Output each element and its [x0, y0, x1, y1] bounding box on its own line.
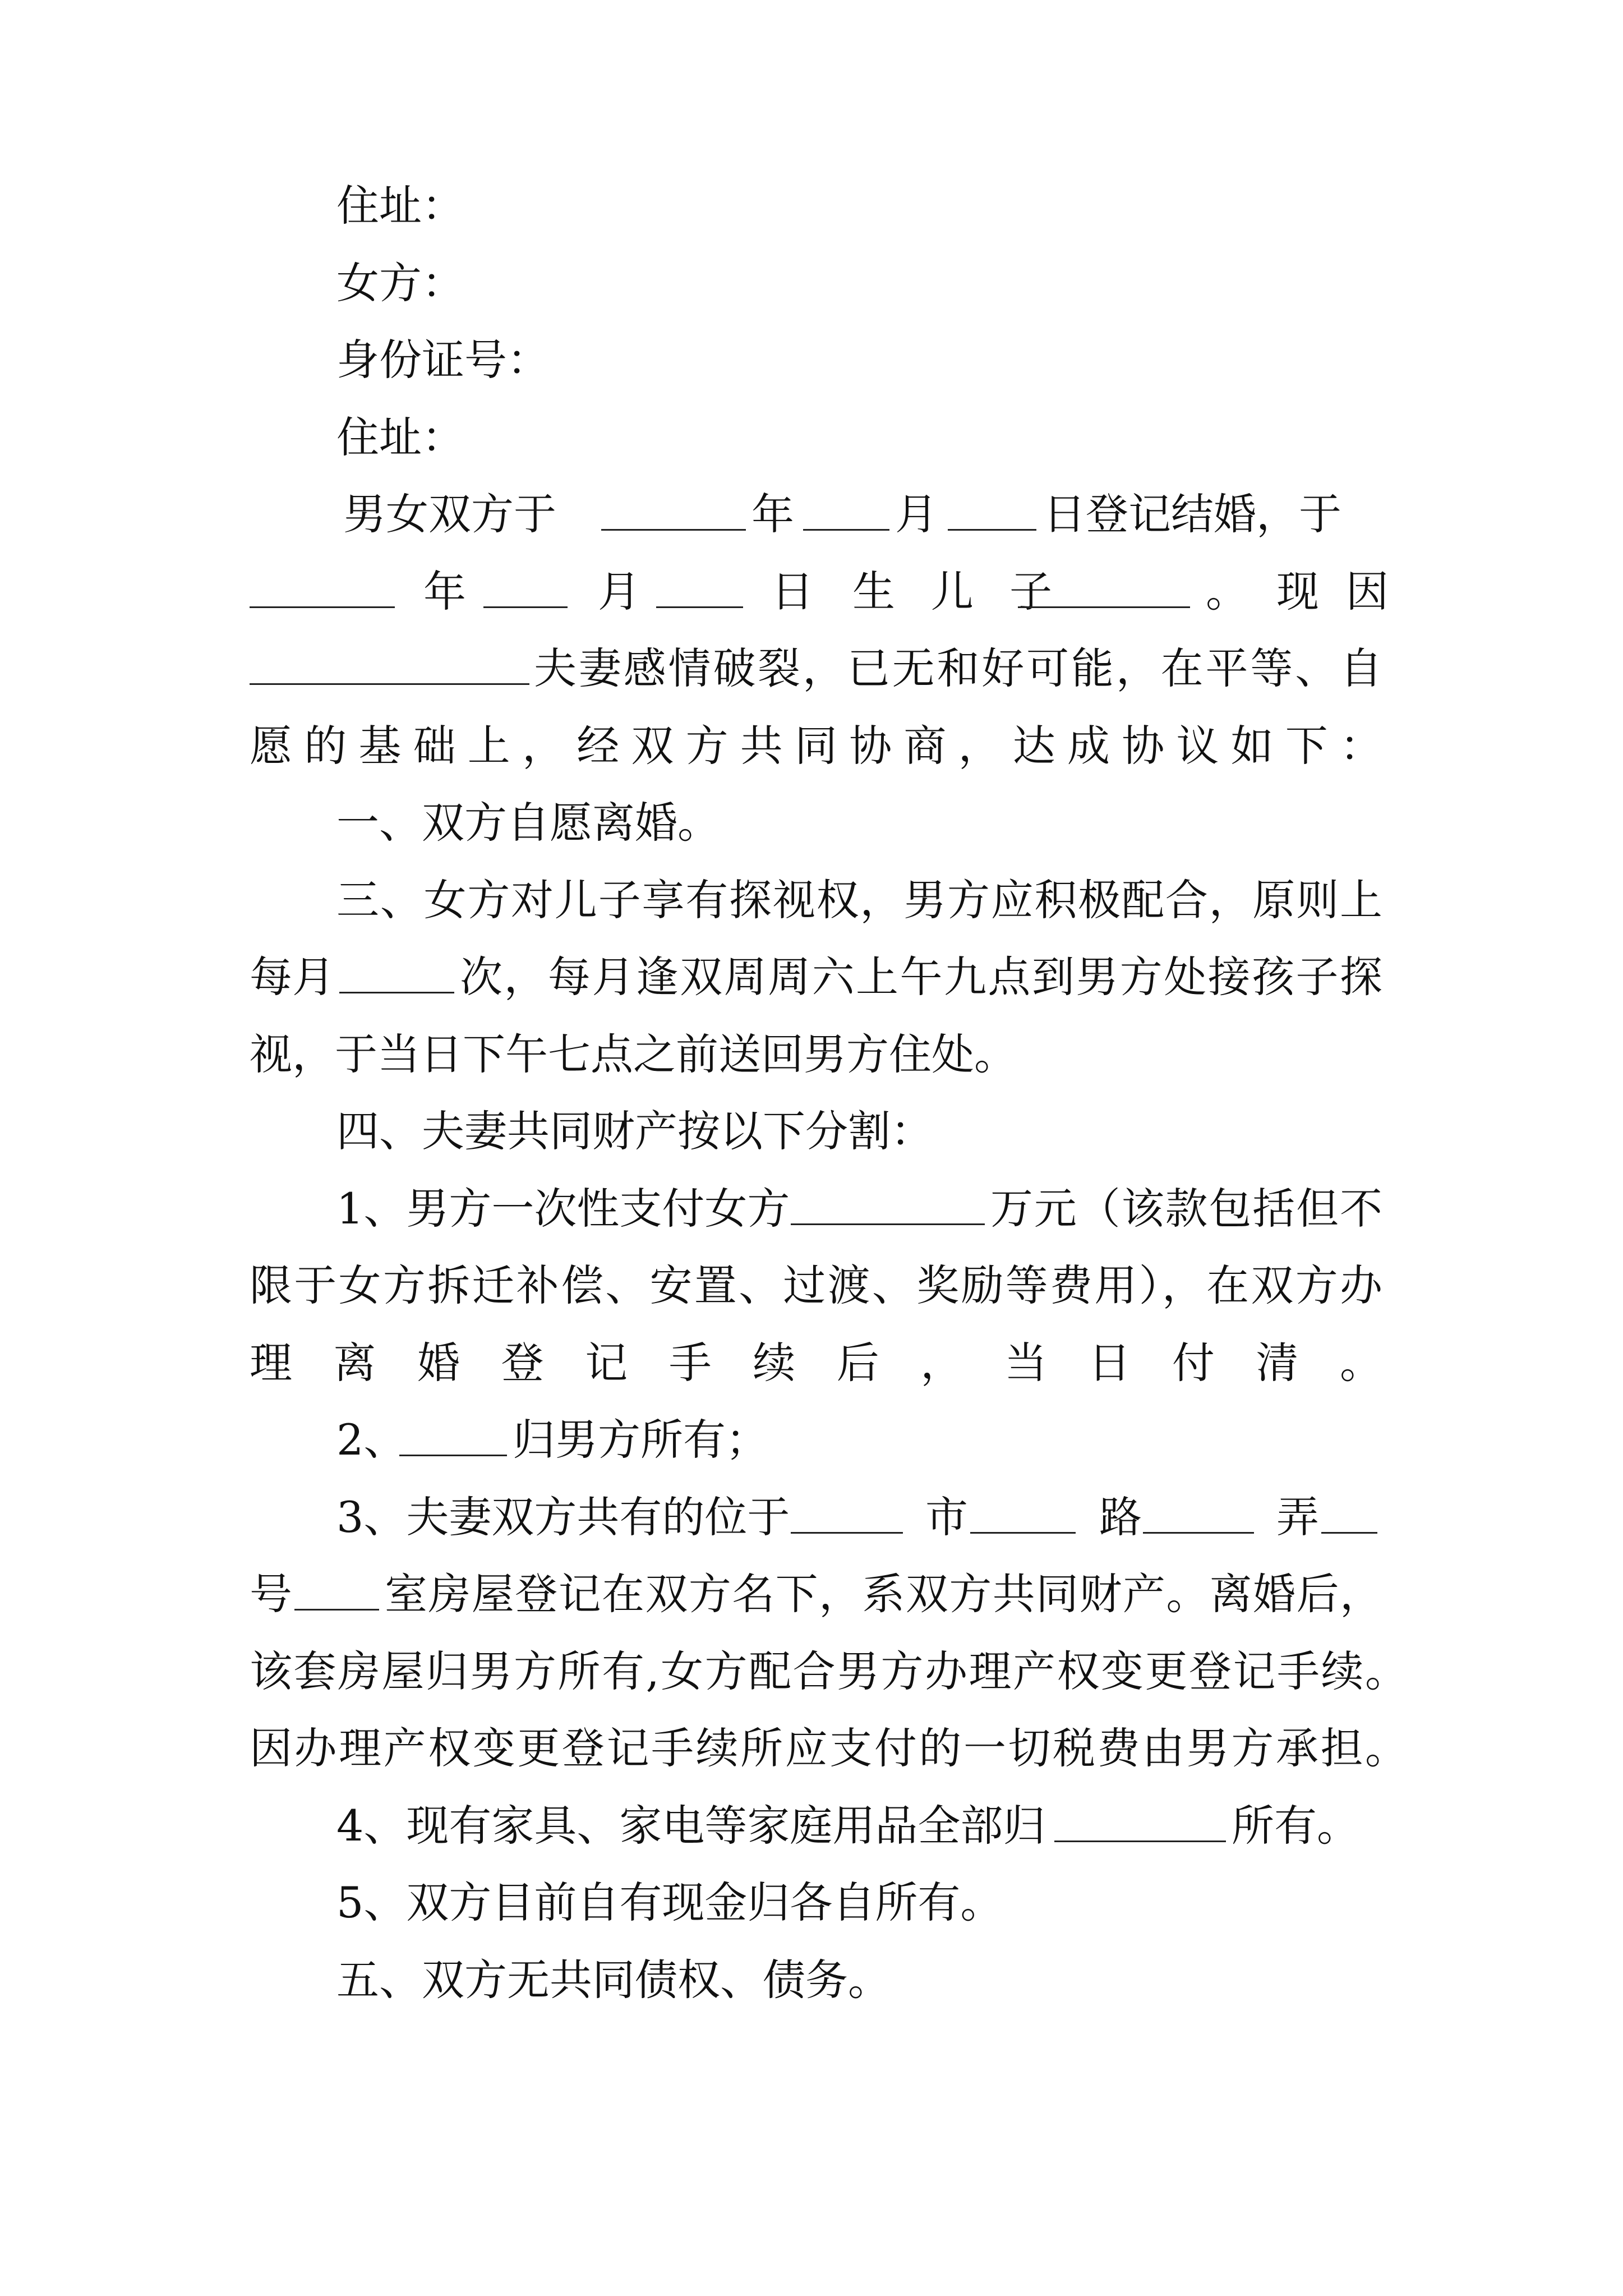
text-line [0, 1561, 1623, 1628]
blank-underline [970, 1532, 1076, 1534]
line-text: 月 [895, 489, 938, 539]
text-line [0, 1406, 1623, 1474]
line-text: 4、现有家具、家电等家庭用品全部归 [336, 1800, 1046, 1851]
blank-underline [948, 529, 1036, 531]
text-line [0, 1329, 1623, 1397]
line-text: 2、 [336, 1415, 407, 1465]
text-line [0, 1715, 1623, 1782]
line-text: 3、夫妻双方共有的位于 [336, 1492, 790, 1542]
line-text: 女方： [336, 257, 464, 308]
text-line [0, 250, 1623, 317]
text-line [0, 1098, 1623, 1165]
blank-underline [791, 1532, 903, 1534]
text-line [0, 558, 1623, 625]
line-text: 路 [1099, 1492, 1142, 1542]
line-text: 视，于当日下午七点之前送回男方住处。 [250, 1029, 1017, 1079]
blank-underline [601, 529, 746, 531]
blank-underline [1143, 1532, 1254, 1534]
text-line [0, 1484, 1623, 1551]
text-line [0, 404, 1623, 471]
line-text: 一、双方自愿离婚。 [336, 798, 720, 848]
line-text: 现 [1276, 566, 1319, 616]
text-line [0, 1175, 1623, 1243]
line-text: 该套房屋归男方所有,女方配合男方办理产权变更登记手续。 [250, 1646, 1409, 1696]
blank-underline [250, 683, 529, 685]
text-line [0, 172, 1623, 240]
text-line [0, 1252, 1623, 1319]
text-line [0, 1947, 1623, 2014]
text-line [0, 789, 1623, 857]
text-line [0, 635, 1623, 702]
line-text: 五、双方无共同债权、债务。 [336, 1954, 891, 2005]
line-text: 次，每月逢双周周六上午九点到男方处接孩子探 [460, 952, 1384, 1002]
line-text: 身份证号： [336, 335, 550, 385]
line-text: 每月 [250, 952, 335, 1002]
line-text: 因 [1346, 566, 1389, 616]
text-line [0, 481, 1623, 548]
line-text: 男女双方于 [343, 489, 556, 539]
line-text: 四、夫妻共同财产按以下分割： [336, 1106, 933, 1156]
line-text: 因办理产权变更登记手续所应支付的一切税费由男方承担。 [250, 1723, 1410, 1773]
line-text: 归男方所有； [513, 1415, 768, 1465]
text-line [0, 1792, 1623, 1860]
text-line [0, 1869, 1623, 1936]
line-text: 1、男方一次性支付女方 [336, 1183, 790, 1234]
line-text: 年 [423, 566, 466, 616]
blank-underline [250, 606, 395, 608]
line-text: 住址： [336, 412, 464, 462]
text-line [0, 1638, 1623, 1705]
text-line [0, 326, 1623, 394]
text-line [0, 867, 1623, 934]
line-text: 儿 [931, 566, 974, 616]
line-text: 室房屋登记在双方名下，系双方共同财产。离婚后， [385, 1569, 1384, 1619]
line-text: 理离婚登记手续后，当日付清。 [250, 1337, 1424, 1388]
blank-underline [1054, 1841, 1226, 1842]
line-text: 日登记结婚，于 [1043, 489, 1341, 539]
blank-underline [294, 1609, 379, 1611]
line-text: 日 [771, 566, 814, 616]
line-text: 子 [1009, 566, 1052, 616]
line-text: 市 [925, 1492, 968, 1542]
line-text: 生 [852, 566, 895, 616]
blank-underline [1018, 606, 1190, 608]
text-line [0, 944, 1623, 1011]
line-text: 限于女方拆迁补偿、安置、过渡、奖励等费用），在双方办 [250, 1260, 1385, 1310]
line-text: 。 [1206, 566, 1248, 616]
blank-underline [1321, 1532, 1377, 1534]
text-line [0, 712, 1623, 780]
blank-underline [791, 1223, 985, 1225]
line-text: 住址： [336, 181, 464, 231]
blank-underline [656, 606, 743, 608]
line-text: 夫妻感情破裂，已无和好可能，在平等、自 [534, 643, 1385, 693]
line-text: 愿的基础上，经双方共同协商，达成协议如下： [250, 720, 1395, 771]
line-text: 月 [598, 566, 640, 616]
line-text: 万元（该款包括但不 [990, 1183, 1384, 1234]
line-text: 弄 [1276, 1492, 1319, 1542]
line-text: 年 [751, 489, 794, 539]
line-text: 5、双方目前自有现金归各自所有。 [336, 1878, 1003, 1927]
blank-underline [803, 529, 889, 531]
blank-underline [399, 1455, 507, 1456]
blank-underline [483, 606, 568, 608]
line-text: 所有。 [1232, 1800, 1359, 1851]
text-line [0, 1021, 1623, 1088]
blank-underline [339, 992, 454, 993]
line-text: 三、女方对儿子享有探视权，男方应积极配合，原则上 [336, 875, 1384, 925]
line-text: 号 [250, 1569, 292, 1619]
